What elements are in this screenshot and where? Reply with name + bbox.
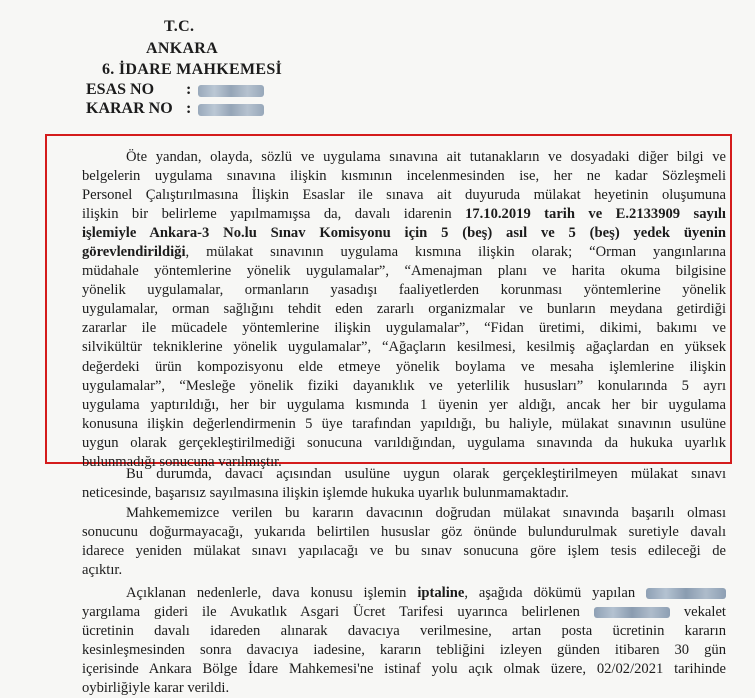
text-line: içerisinde Ankara Bölge İdare Mahkemesi'ne istinaf yolu açık olmak üzere, 02/02/2021 tarihinde: [82, 661, 726, 678]
paragraph-conclusion: [82, 465, 726, 503]
text-line: sonucunu doğurmayacağı, yukarıda belirtilen hususlar göz önünde bulundurulmak suretiyle davalı: [82, 524, 726, 541]
bold-segment: iptaline: [417, 585, 465, 601]
text-segment: , aşağıda dökümü yapılan: [464, 585, 636, 601]
karar-no-label: KARAR NO: [86, 100, 173, 117]
text-line: yönelik uygulamalar, ormanların yasadışı faaliyetlerden korunması yöntemlerine yönelik: [82, 282, 726, 299]
text-line: uygulamalar, orman sağlığını tehdit eden zararlı organizmalar ve bunların meydana getirdiği: [82, 301, 726, 318]
header-court: 6. İDARE MAHKEMESİ: [102, 61, 283, 78]
text-line: uygulama yaptırıldığı, her bir uygulama kısmında 1 üyenin yer aldığı, ancak her bir uygulama: [82, 396, 726, 413]
text-line: [82, 243, 726, 262]
text-line: idarece yeniden mülakat sınavı yapılacağı ve bu sınav sonucuna göre işlem tesis edileceği de: [82, 543, 726, 560]
esas-no-redaction: [198, 85, 264, 97]
esas-no-colon: :: [186, 81, 192, 98]
fee-redaction: [594, 607, 670, 618]
esas-no-field: [86, 81, 192, 99]
text-line: Bu durumda, davacı açısından usulüne uygun olarak gerçekleştirilmeyen mülakat sınavı: [126, 466, 726, 482]
esas-no-label: ESAS NO: [86, 81, 155, 98]
text-line: uygulamalar”, “Mesleğe yönelik fiziki dayanıklık ve yeterlilik hususları” konularında 5 ayrı: [82, 377, 726, 394]
boxed-paragraph: [82, 148, 726, 472]
text-line: Öte yandan, olayda, sözlü ve uygulama sınavına ait tutanakların ve dosyadaki diğer bilgi ve: [126, 149, 726, 165]
text-line: kesinleşmesinden sonra davacıya iadesine, kararın tebliğini izleyen günden itibaren 30 gün: [82, 642, 726, 659]
text-line: değerdeki ürün kompozisyonu elde etmeye yönelik boylama ve mesaha işlemlerine ilişkin: [82, 358, 726, 375]
bold-segment: işlemiyle Ankara-3 No.lu Sınav Komisyonu için 5 (beş) asıl ve 5 (beş) yedek üyenin: [82, 225, 726, 242]
text-line: Personel Çalıştırılmasına İlişkin Esaslar ile sınava ait duyuruda mülakat heyetinin oluşumuna: [82, 187, 726, 204]
karar-no-colon: :: [186, 100, 192, 117]
amount-redaction: [646, 588, 726, 599]
text-line: [82, 603, 726, 622]
text-line: oybirliğiyle karar verildi.: [82, 680, 230, 697]
text-line: konusuna ilişkin değerlendirmenin 5 üye tarafından yapıldığı, bu haliyle, mülakat sınavının usulüne: [82, 415, 726, 432]
text-line: neticesinde, başarısız sayılmasına ilişkin işlemde hukuka uyarlık bulunmamaktadır.: [82, 485, 569, 502]
text-segment: , mülakat sınavının uygulama kısmına ilişkin olarak; “Orman yangınlarına: [185, 244, 726, 261]
text-line: zararlar ile mücadele yöntemlerine ilişkin uygulamalar”, “Fidan üretimi, dikimi, bakımı ve: [82, 320, 726, 337]
text-segment: vekalet: [669, 604, 726, 621]
text-line: açıktır.: [82, 562, 123, 579]
text-line: ücretinin davalı idareden alınarak davacıya verilmesine, artan posta ücretinin kararın: [82, 623, 726, 640]
bold-segment: görevlendirildiği: [82, 244, 186, 261]
bold-segment: 17.10.2019 tarih ve E.2133909 sayılı: [465, 206, 726, 223]
paragraph-note: [82, 504, 726, 580]
karar-no-field: [86, 100, 192, 118]
text-line: Mahkememizce verilen bu kararın davacının doğrudan mülakat sınavında başarılı olması: [126, 505, 726, 521]
text-segment: Açıklanan nedenlerle, dava konusu işlemin: [126, 585, 418, 601]
text-line: uygun olarak gerçekleştirilmediği sonucuna varıldığından, uygulama sınavında da hukuka uyarlık: [82, 434, 726, 451]
text-line: bulunmadığı sonucuna varılmıştır.: [82, 453, 282, 470]
text-line: [82, 205, 726, 224]
text-line: [82, 584, 726, 603]
text-segment: yargılama gideri ile Avukatlık Asgari Ücret Tarifesi uyarınca belirlenen: [82, 604, 580, 621]
header-tc: T.C.: [164, 18, 195, 35]
text-line: belgelerin uygulama sınavına ilişkin kısmının incelenmesinden ise, her ne kadar Sözleşmeli: [82, 168, 726, 185]
text-line: müdahale yöntemlerine yönelik uygulamalar”, “Amenajman planı ve harita okuma bilgisine: [82, 263, 726, 280]
text-line: silvikültür tekniklerine yönelik uygulamalar”, “Ağaçların kesilmesi, kesilmiş ağaçlardan en yüksek: [82, 339, 726, 356]
text-segment: ilişkin bir belirleme yapılmamışsa da, davalı idarenin: [82, 206, 466, 223]
karar-no-redaction: [198, 104, 264, 116]
paragraph-verdict: [82, 584, 726, 698]
text-line: [82, 224, 726, 243]
header-city: ANKARA: [146, 40, 219, 57]
